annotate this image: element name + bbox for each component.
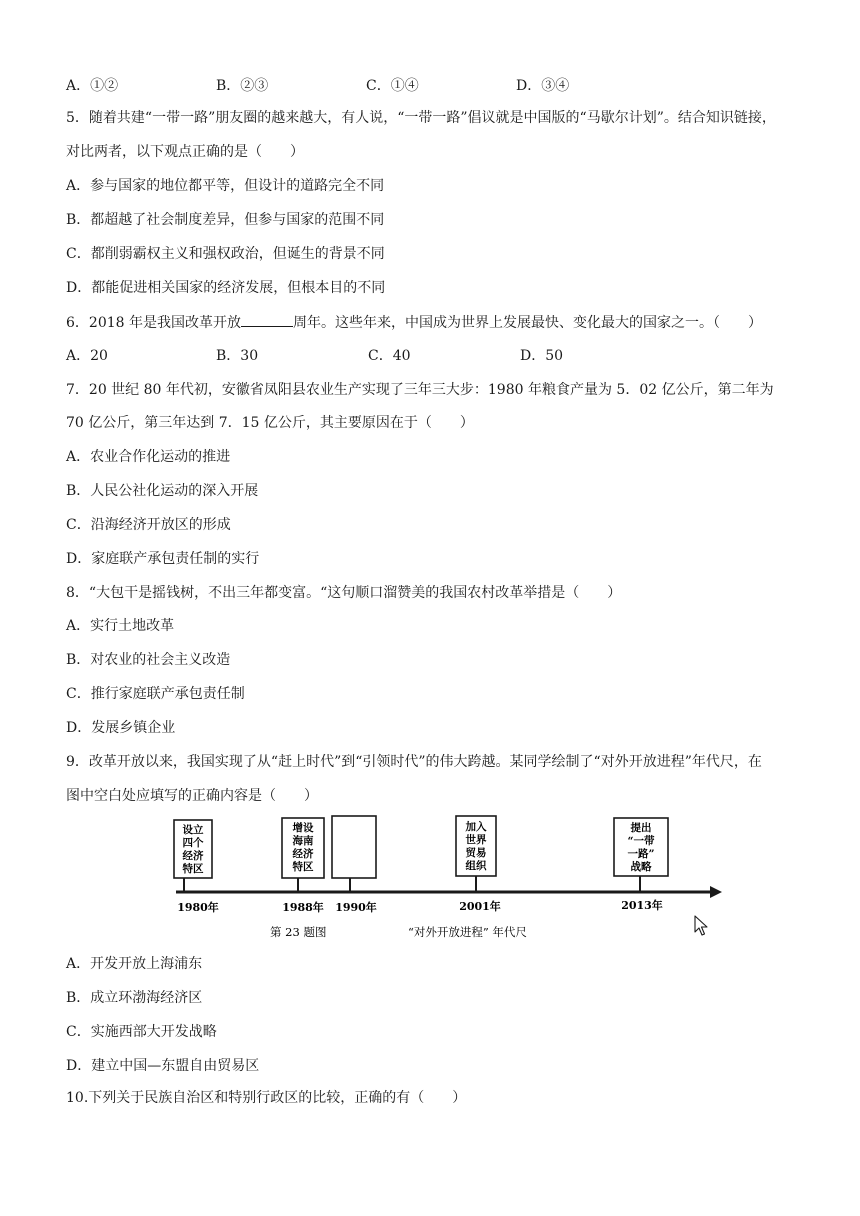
q7-option-d: D．家庭联产承包责任制的实行 <box>66 551 260 567</box>
figure-caption-left: 第 23 题图 <box>270 925 327 939</box>
q5-option-b: B．都超越了社会制度差异，但参与国家的范围不同 <box>66 212 385 228</box>
box-1-line-4: 特区 <box>182 863 204 875</box>
box-5-line-2: “一带 <box>627 835 655 847</box>
q9-option-c: C．实施西部大开发战略 <box>66 1024 217 1040</box>
q5-option-c: C．都削弱霸权主义和强权政治，但诞生的背景不同 <box>66 246 385 262</box>
q9-option-b: B．成立环渤海经济区 <box>66 990 203 1006</box>
box-5-line-1: 提出 <box>630 822 652 834</box>
q6-option-b: B．30 <box>216 348 259 364</box>
box-1-line-1: 设立 <box>182 824 204 836</box>
box-1-line-3: 经济 <box>182 850 204 862</box>
q8-option-b: B．对农业的社会主义改造 <box>66 652 231 668</box>
box-4-line-2: 世界 <box>465 834 487 846</box>
box-2-line-1: 增设 <box>292 822 314 834</box>
q7-stem-line1: 7．20 世纪 80 年代初，安徽省凤阳县农业生产实现了三年三大步：1980 年粮食产量为 5．02 亿公斤，第二年为 <box>66 382 774 398</box>
q8-stem: 8．“大包干是摇钱树，不出三年都变富。“这句顺口溜赞美的我国农村改革举措是（ ） <box>66 585 622 601</box>
q6-option-a: A．20 <box>66 348 108 364</box>
q4-option-c: C．①④ <box>366 78 419 94</box>
figure-caption-right: “对外开放进程” 年代尺 <box>408 925 527 939</box>
q8-option-a: A．实行土地改革 <box>66 618 175 634</box>
q5-option-a: A．参与国家的地位都平等，但设计的道路完全不同 <box>66 178 385 194</box>
q6-stem-after: 周年。这些年来，中国成为世界上发展最快、变化最大的国家之一。（ ） <box>293 315 762 331</box>
q10-stem: 10.下列关于民族自治区和特别行政区的比较，正确的有（ ） <box>66 1090 467 1106</box>
q9-option-d: D．建立中国—东盟自由贸易区 <box>66 1058 260 1074</box>
q4-option-b: B．②③ <box>216 78 269 94</box>
q9-stem-line2: 图中空白处应填写的正确内容是（ ） <box>66 788 318 804</box>
year-label-2: 1988年 <box>282 901 324 914</box>
box-2-line-2: 海南 <box>292 835 314 847</box>
q9-stem-line1: 9．改革开放以来，我国实现了从“赶上时代”到“引领时代”的伟大跨越。某同学绘制了“对外开放进程”年代尺，在 <box>66 754 762 770</box>
box-4-line-3: 贸易 <box>465 847 487 859</box>
box-2-line-3: 经济 <box>292 848 314 860</box>
year-label-1: 1980年 <box>177 901 219 914</box>
q7-option-a: A．农业合作化运动的推进 <box>66 449 231 465</box>
q4-option-d: D．③④ <box>516 78 570 94</box>
q5-stem-line1: 5．随着共建“一带一路”朋友圈的越来越大，有人说，“一带一路”倡议就是中国版的“马歇尔计划”。结合知识链接， <box>66 110 776 126</box>
q6-option-c: C．40 <box>368 348 411 364</box>
mouse-cursor-icon <box>694 915 708 937</box>
timeline-box-3-blank <box>332 816 376 878</box>
q8-option-d: D．发展乡镇企业 <box>66 720 176 736</box>
q6-stem <box>66 312 762 333</box>
q8-option-c: C．推行家庭联产承包责任制 <box>66 686 245 702</box>
q5-option-d: D．都能促进相关国家的经济发展，但根本目的不同 <box>66 280 386 296</box>
q4-option-a: A．①② <box>66 78 119 94</box>
timeline-arrow-icon <box>710 886 722 898</box>
q7-stem-line2: 70 亿公斤，第三年达到 7．15 亿公斤，其主要原因在于（ ） <box>66 415 474 431</box>
q7-option-b: B．人民公社化运动的深入开展 <box>66 483 259 499</box>
box-5-line-4: 战略 <box>630 861 652 873</box>
year-label-4: 2001年 <box>459 900 501 913</box>
q6-stem-before: 6．2018 年是我国改革开放 <box>66 315 241 331</box>
box-1-line-2: 四个 <box>182 837 204 849</box>
box-4-line-1: 加入 <box>465 821 487 833</box>
box-5-line-3: 一路” <box>627 848 655 860</box>
timeline-figure <box>170 812 730 942</box>
q9-option-a: A．开发开放上海浦东 <box>66 956 203 972</box>
q6-option-d: D．50 <box>520 348 564 364</box>
q6-answer-blank <box>241 312 293 327</box>
timeline-svg <box>170 812 730 942</box>
year-label-5: 2013年 <box>621 899 663 912</box>
box-2-line-4: 特区 <box>292 861 314 873</box>
year-label-3: 1990年 <box>335 901 377 914</box>
box-4-line-4: 组织 <box>465 860 487 872</box>
q7-option-c: C．沿海经济开放区的形成 <box>66 517 231 533</box>
q5-stem-line2: 对比两者，以下观点正确的是（ ） <box>66 144 304 160</box>
